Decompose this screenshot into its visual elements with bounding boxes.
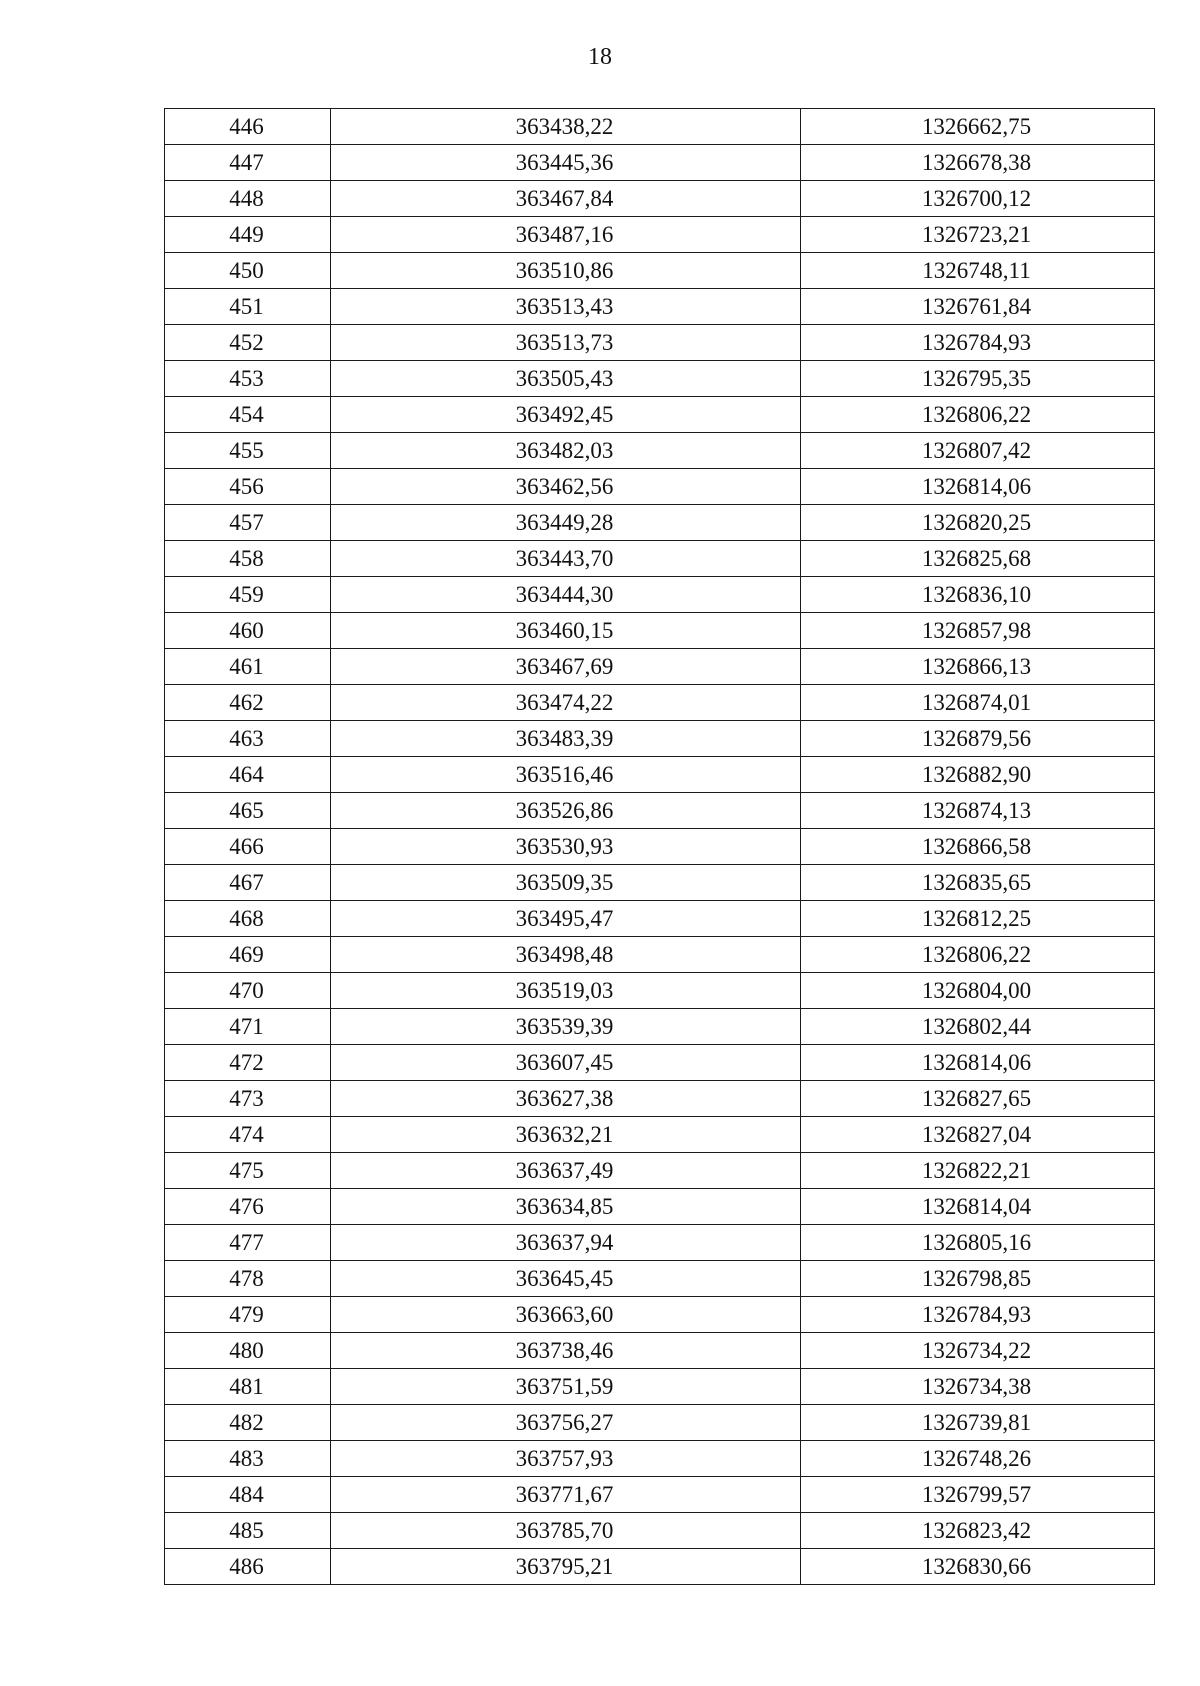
y-coordinate-cell: 1326802,44 xyxy=(801,1009,1155,1045)
x-coordinate-cell: 363627,38 xyxy=(331,1081,801,1117)
table-row xyxy=(165,1189,1155,1225)
y-coordinate-cell: 1326879,56 xyxy=(801,721,1155,757)
table-row xyxy=(165,397,1155,433)
x-coordinate-cell: 363519,03 xyxy=(331,973,801,1009)
y-coordinate-cell: 1326806,22 xyxy=(801,397,1155,433)
point-number-cell: 451 xyxy=(165,289,331,325)
point-number-cell: 449 xyxy=(165,217,331,253)
x-coordinate-cell: 363632,21 xyxy=(331,1117,801,1153)
table-row xyxy=(165,1225,1155,1261)
y-coordinate-cell: 1326874,01 xyxy=(801,685,1155,721)
table-row xyxy=(165,1117,1155,1153)
point-number-cell: 482 xyxy=(165,1405,331,1441)
y-coordinate-cell: 1326857,98 xyxy=(801,613,1155,649)
point-number-cell: 448 xyxy=(165,181,331,217)
y-coordinate-cell: 1326827,65 xyxy=(801,1081,1155,1117)
table-row xyxy=(165,1153,1155,1189)
table-row xyxy=(165,181,1155,217)
table-row xyxy=(165,937,1155,973)
y-coordinate-cell: 1326814,06 xyxy=(801,469,1155,505)
x-coordinate-cell: 363738,46 xyxy=(331,1333,801,1369)
table-row xyxy=(165,253,1155,289)
x-coordinate-cell: 363487,16 xyxy=(331,217,801,253)
point-number-cell: 461 xyxy=(165,649,331,685)
table-row xyxy=(165,901,1155,937)
y-coordinate-cell: 1326804,00 xyxy=(801,973,1155,1009)
y-coordinate-cell: 1326799,57 xyxy=(801,1477,1155,1513)
point-number-cell: 474 xyxy=(165,1117,331,1153)
y-coordinate-cell: 1326866,13 xyxy=(801,649,1155,685)
y-coordinate-cell: 1326761,84 xyxy=(801,289,1155,325)
y-coordinate-cell: 1326830,66 xyxy=(801,1549,1155,1585)
x-coordinate-cell: 363467,84 xyxy=(331,181,801,217)
x-coordinate-cell: 363526,86 xyxy=(331,793,801,829)
point-number-cell: 455 xyxy=(165,433,331,469)
table-row xyxy=(165,865,1155,901)
table-row xyxy=(165,217,1155,253)
x-coordinate-cell: 363756,27 xyxy=(331,1405,801,1441)
x-coordinate-cell: 363495,47 xyxy=(331,901,801,937)
x-coordinate-cell: 363637,49 xyxy=(331,1153,801,1189)
x-coordinate-cell: 363771,67 xyxy=(331,1477,801,1513)
y-coordinate-cell: 1326814,06 xyxy=(801,1045,1155,1081)
y-coordinate-cell: 1326820,25 xyxy=(801,505,1155,541)
table-row xyxy=(165,145,1155,181)
point-number-cell: 466 xyxy=(165,829,331,865)
table-row xyxy=(165,1549,1155,1585)
point-number-cell: 456 xyxy=(165,469,331,505)
table-row xyxy=(165,1333,1155,1369)
point-number-cell: 454 xyxy=(165,397,331,433)
table-row xyxy=(165,109,1155,145)
point-number-cell: 477 xyxy=(165,1225,331,1261)
x-coordinate-cell: 363645,45 xyxy=(331,1261,801,1297)
point-number-cell: 476 xyxy=(165,1189,331,1225)
point-number-cell: 464 xyxy=(165,757,331,793)
table-row xyxy=(165,757,1155,793)
x-coordinate-cell: 363751,59 xyxy=(331,1369,801,1405)
point-number-cell: 453 xyxy=(165,361,331,397)
y-coordinate-cell: 1326866,58 xyxy=(801,829,1155,865)
point-number-cell: 483 xyxy=(165,1441,331,1477)
point-number-cell: 475 xyxy=(165,1153,331,1189)
y-coordinate-cell: 1326827,04 xyxy=(801,1117,1155,1153)
x-coordinate-cell: 363513,73 xyxy=(331,325,801,361)
table-row xyxy=(165,613,1155,649)
page-number: 18 xyxy=(588,44,612,70)
x-coordinate-cell: 363539,39 xyxy=(331,1009,801,1045)
table-row xyxy=(165,361,1155,397)
table-row xyxy=(165,1441,1155,1477)
y-coordinate-cell: 1326822,21 xyxy=(801,1153,1155,1189)
y-coordinate-cell: 1326748,26 xyxy=(801,1441,1155,1477)
y-coordinate-cell: 1326662,75 xyxy=(801,109,1155,145)
y-coordinate-cell: 1326784,93 xyxy=(801,1297,1155,1333)
x-coordinate-cell: 363467,69 xyxy=(331,649,801,685)
x-coordinate-cell: 363530,93 xyxy=(331,829,801,865)
y-coordinate-cell: 1326823,42 xyxy=(801,1513,1155,1549)
y-coordinate-cell: 1326723,21 xyxy=(801,217,1155,253)
point-number-cell: 452 xyxy=(165,325,331,361)
table-row xyxy=(165,793,1155,829)
point-number-cell: 481 xyxy=(165,1369,331,1405)
table-row xyxy=(165,829,1155,865)
x-coordinate-cell: 363634,85 xyxy=(331,1189,801,1225)
y-coordinate-cell: 1326734,38 xyxy=(801,1369,1155,1405)
table-row xyxy=(165,685,1155,721)
y-coordinate-cell: 1326784,93 xyxy=(801,325,1155,361)
table-row xyxy=(165,1405,1155,1441)
coordinates-table xyxy=(164,108,1155,1585)
y-coordinate-cell: 1326678,38 xyxy=(801,145,1155,181)
point-number-cell: 484 xyxy=(165,1477,331,1513)
x-coordinate-cell: 363483,39 xyxy=(331,721,801,757)
point-number-cell: 471 xyxy=(165,1009,331,1045)
x-coordinate-cell: 363474,22 xyxy=(331,685,801,721)
y-coordinate-cell: 1326739,81 xyxy=(801,1405,1155,1441)
table-row xyxy=(165,721,1155,757)
table-row xyxy=(165,1297,1155,1333)
x-coordinate-cell: 363607,45 xyxy=(331,1045,801,1081)
table-row xyxy=(165,577,1155,613)
point-number-cell: 473 xyxy=(165,1081,331,1117)
x-coordinate-cell: 363516,46 xyxy=(331,757,801,793)
table-row xyxy=(165,541,1155,577)
x-coordinate-cell: 363663,60 xyxy=(331,1297,801,1333)
point-number-cell: 486 xyxy=(165,1549,331,1585)
x-coordinate-cell: 363505,43 xyxy=(331,361,801,397)
point-number-cell: 479 xyxy=(165,1297,331,1333)
x-coordinate-cell: 363513,43 xyxy=(331,289,801,325)
point-number-cell: 472 xyxy=(165,1045,331,1081)
x-coordinate-cell: 363509,35 xyxy=(331,865,801,901)
x-coordinate-cell: 363492,45 xyxy=(331,397,801,433)
point-number-cell: 478 xyxy=(165,1261,331,1297)
table-row xyxy=(165,1261,1155,1297)
point-number-cell: 480 xyxy=(165,1333,331,1369)
point-number-cell: 468 xyxy=(165,901,331,937)
x-coordinate-cell: 363498,48 xyxy=(331,937,801,973)
point-number-cell: 447 xyxy=(165,145,331,181)
x-coordinate-cell: 363449,28 xyxy=(331,505,801,541)
y-coordinate-cell: 1326836,10 xyxy=(801,577,1155,613)
point-number-cell: 463 xyxy=(165,721,331,757)
point-number-cell: 457 xyxy=(165,505,331,541)
point-number-cell: 450 xyxy=(165,253,331,289)
y-coordinate-cell: 1326835,65 xyxy=(801,865,1155,901)
point-number-cell: 460 xyxy=(165,613,331,649)
table-row xyxy=(165,325,1155,361)
point-number-cell: 459 xyxy=(165,577,331,613)
table-row xyxy=(165,1081,1155,1117)
table-row xyxy=(165,1369,1155,1405)
table-row xyxy=(165,469,1155,505)
table-row xyxy=(165,973,1155,1009)
x-coordinate-cell: 363445,36 xyxy=(331,145,801,181)
x-coordinate-cell: 363785,70 xyxy=(331,1513,801,1549)
x-coordinate-cell: 363757,93 xyxy=(331,1441,801,1477)
point-number-cell: 467 xyxy=(165,865,331,901)
y-coordinate-cell: 1326874,13 xyxy=(801,793,1155,829)
point-number-cell: 458 xyxy=(165,541,331,577)
y-coordinate-cell: 1326814,04 xyxy=(801,1189,1155,1225)
point-number-cell: 462 xyxy=(165,685,331,721)
table-row xyxy=(165,433,1155,469)
table-row xyxy=(165,1009,1155,1045)
y-coordinate-cell: 1326748,11 xyxy=(801,253,1155,289)
table-row xyxy=(165,1477,1155,1513)
x-coordinate-cell: 363482,03 xyxy=(331,433,801,469)
table-row xyxy=(165,505,1155,541)
x-coordinate-cell: 363510,86 xyxy=(331,253,801,289)
x-coordinate-cell: 363462,56 xyxy=(331,469,801,505)
y-coordinate-cell: 1326700,12 xyxy=(801,181,1155,217)
point-number-cell: 469 xyxy=(165,937,331,973)
y-coordinate-cell: 1326734,22 xyxy=(801,1333,1155,1369)
y-coordinate-cell: 1326798,85 xyxy=(801,1261,1155,1297)
x-coordinate-cell: 363637,94 xyxy=(331,1225,801,1261)
x-coordinate-cell: 363443,70 xyxy=(331,541,801,577)
y-coordinate-cell: 1326806,22 xyxy=(801,937,1155,973)
x-coordinate-cell: 363444,30 xyxy=(331,577,801,613)
y-coordinate-cell: 1326795,35 xyxy=(801,361,1155,397)
table-row xyxy=(165,1045,1155,1081)
table-row xyxy=(165,1513,1155,1549)
x-coordinate-cell: 363438,22 xyxy=(331,109,801,145)
y-coordinate-cell: 1326825,68 xyxy=(801,541,1155,577)
table-row xyxy=(165,289,1155,325)
x-coordinate-cell: 363795,21 xyxy=(331,1549,801,1585)
y-coordinate-cell: 1326812,25 xyxy=(801,901,1155,937)
point-number-cell: 470 xyxy=(165,973,331,1009)
y-coordinate-cell: 1326805,16 xyxy=(801,1225,1155,1261)
point-number-cell: 446 xyxy=(165,109,331,145)
point-number-cell: 465 xyxy=(165,793,331,829)
table-row xyxy=(165,649,1155,685)
y-coordinate-cell: 1326882,90 xyxy=(801,757,1155,793)
y-coordinate-cell: 1326807,42 xyxy=(801,433,1155,469)
x-coordinate-cell: 363460,15 xyxy=(331,613,801,649)
point-number-cell: 485 xyxy=(165,1513,331,1549)
coordinates-table-body xyxy=(165,109,1155,1585)
